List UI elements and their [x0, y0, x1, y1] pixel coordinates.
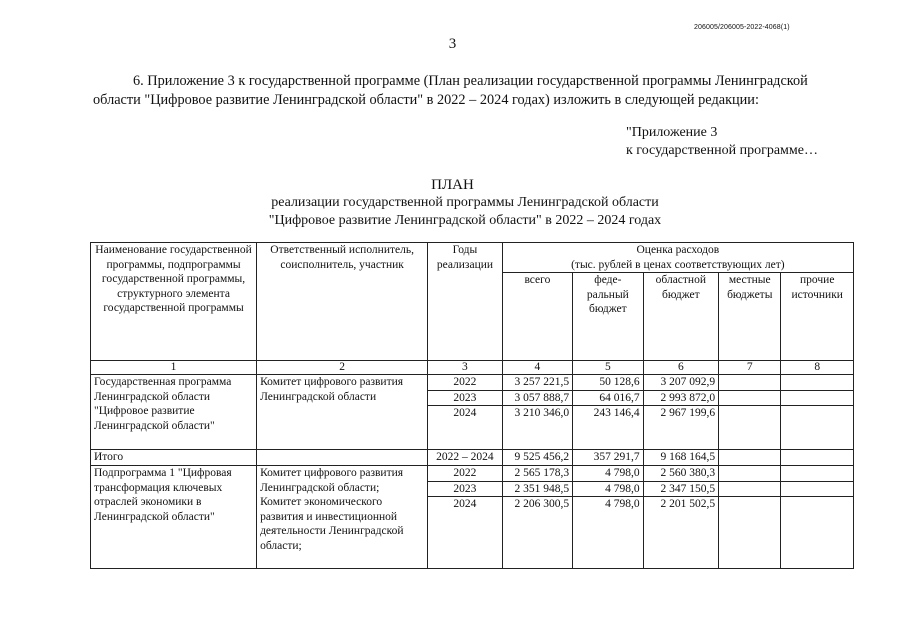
year-cell: 2022 [428, 465, 502, 481]
local-cell [719, 465, 781, 481]
column-numbers-row [91, 361, 854, 375]
plan-subtitle-line-2: "Цифровое развитие Ленинградской области" в 2022 – 2024 годах [268, 213, 662, 228]
year-cell: 2023 [428, 390, 502, 406]
col-number: 2 [257, 361, 428, 375]
total-cell: 2 206 300,5 [502, 497, 572, 569]
year-cell: 2024 [428, 406, 502, 450]
other-cell [781, 481, 854, 497]
regional-cell: 2 347 150,5 [643, 481, 718, 497]
table-row [91, 375, 854, 391]
col-number: 4 [502, 361, 572, 375]
total-cell: 2 565 178,3 [502, 465, 572, 481]
local-cell [719, 497, 781, 569]
header-local: местные бюджеты [719, 273, 781, 361]
federal-cell: 64 016,7 [573, 390, 643, 406]
plan-subtitle-line-1: реализации государственной программы Ленинградской области [271, 195, 659, 210]
table-header-row [91, 243, 854, 273]
other-cell [781, 390, 854, 406]
document-id: 206005/206005-2022-4068(1) [694, 24, 790, 31]
total-row [91, 450, 854, 466]
total-cell: 3 057 888,7 [502, 390, 572, 406]
total-cell: 3 257 221,5 [502, 375, 572, 391]
table-row [91, 465, 854, 481]
header-executor: Ответственный исполнитель, соисполнитель, участник [257, 243, 428, 361]
year-cell: 2023 [428, 481, 502, 497]
header-other: прочие источники [781, 273, 854, 361]
header-estimate [502, 243, 853, 273]
program-name: Государственная программа Ленинградской области "Цифровое развитие Ленинградской области" [91, 375, 257, 450]
other-cell [781, 406, 854, 450]
subprogram-executor-line-1: Комитет цифрового развития Ленинградской области; [260, 466, 404, 494]
program-executor: Комитет цифрового развития Ленинградской области [257, 375, 428, 450]
regional-cell: 3 207 092,9 [643, 375, 718, 391]
regional-cell: 2 560 380,3 [643, 465, 718, 481]
subprogram-executor [257, 465, 428, 568]
year-cell: 2022 – 2024 [428, 450, 502, 466]
header-estimate-title: Оценка расходов [636, 244, 720, 256]
federal-cell: 4 798,0 [573, 465, 643, 481]
regional-cell: 2 201 502,5 [643, 497, 718, 569]
total-cell: 9 525 456,2 [502, 450, 572, 466]
paragraph-line-2: области "Цифровое развитие Ленинградской области" в 2022 – 2024 годах) изложить в следующей редакции: [93, 92, 759, 108]
subprogram-executor-line-2: Комитет экономического развития и инвестиционной деятельности Ленинградской области; [260, 496, 404, 552]
amendment-paragraph [93, 72, 863, 110]
local-cell [719, 375, 781, 391]
col-number: 6 [643, 361, 718, 375]
local-cell [719, 450, 781, 466]
col-number: 8 [781, 361, 854, 375]
appendix-line-1: "Приложение 3 [626, 125, 718, 140]
paragraph-line-1: 6. Приложение 3 к государственной программе (План реализации государственной программы Ленинградской [133, 73, 808, 89]
header-name: Наименование государственной программы, подпрограммы государственной программы, структурного элемента государственной программы [91, 243, 257, 361]
header-estimate-units: (тыс. рублей в ценах соответствующих лет) [571, 258, 785, 271]
local-cell [719, 390, 781, 406]
other-cell [781, 497, 854, 569]
regional-cell: 2 993 872,0 [643, 390, 718, 406]
total-cell: 2 351 948,5 [502, 481, 572, 497]
federal-cell: 4 798,0 [573, 497, 643, 569]
plan-subtitle [170, 194, 760, 230]
header-regional: областной бюджет [643, 273, 718, 361]
federal-cell: 243 146,4 [573, 406, 643, 450]
regional-cell: 2 967 199,6 [643, 406, 718, 450]
col-number: 1 [91, 361, 257, 375]
col-number: 7 [719, 361, 781, 375]
total-cell: 3 210 346,0 [502, 406, 572, 450]
total-executor [257, 450, 428, 466]
local-cell [719, 406, 781, 450]
total-label: Итого [91, 450, 257, 466]
year-cell: 2022 [428, 375, 502, 391]
header-years: Годы реализации [428, 243, 502, 361]
col-number: 3 [428, 361, 502, 375]
header-federal: феде-ральный бюджет [573, 273, 643, 361]
plan-title: ПЛАН [431, 177, 474, 193]
appendix-reference [626, 124, 818, 160]
col-number: 5 [573, 361, 643, 375]
subprogram-name: Подпрограмма 1 "Цифровая трансформация ключевых отраслей экономики в Ленинградской области" [91, 465, 257, 568]
other-cell [781, 375, 854, 391]
local-cell [719, 481, 781, 497]
regional-cell: 9 168 164,5 [643, 450, 718, 466]
year-cell: 2024 [428, 497, 502, 569]
federal-cell: 4 798,0 [573, 481, 643, 497]
header-total: всего [502, 273, 572, 361]
federal-cell: 357 291,7 [573, 450, 643, 466]
appendix-line-2: к государственной программе… [626, 143, 818, 158]
other-cell [781, 465, 854, 481]
other-cell [781, 450, 854, 466]
plan-table [90, 242, 854, 569]
federal-cell: 50 128,6 [573, 375, 643, 391]
page-number: 3 [448, 36, 457, 52]
